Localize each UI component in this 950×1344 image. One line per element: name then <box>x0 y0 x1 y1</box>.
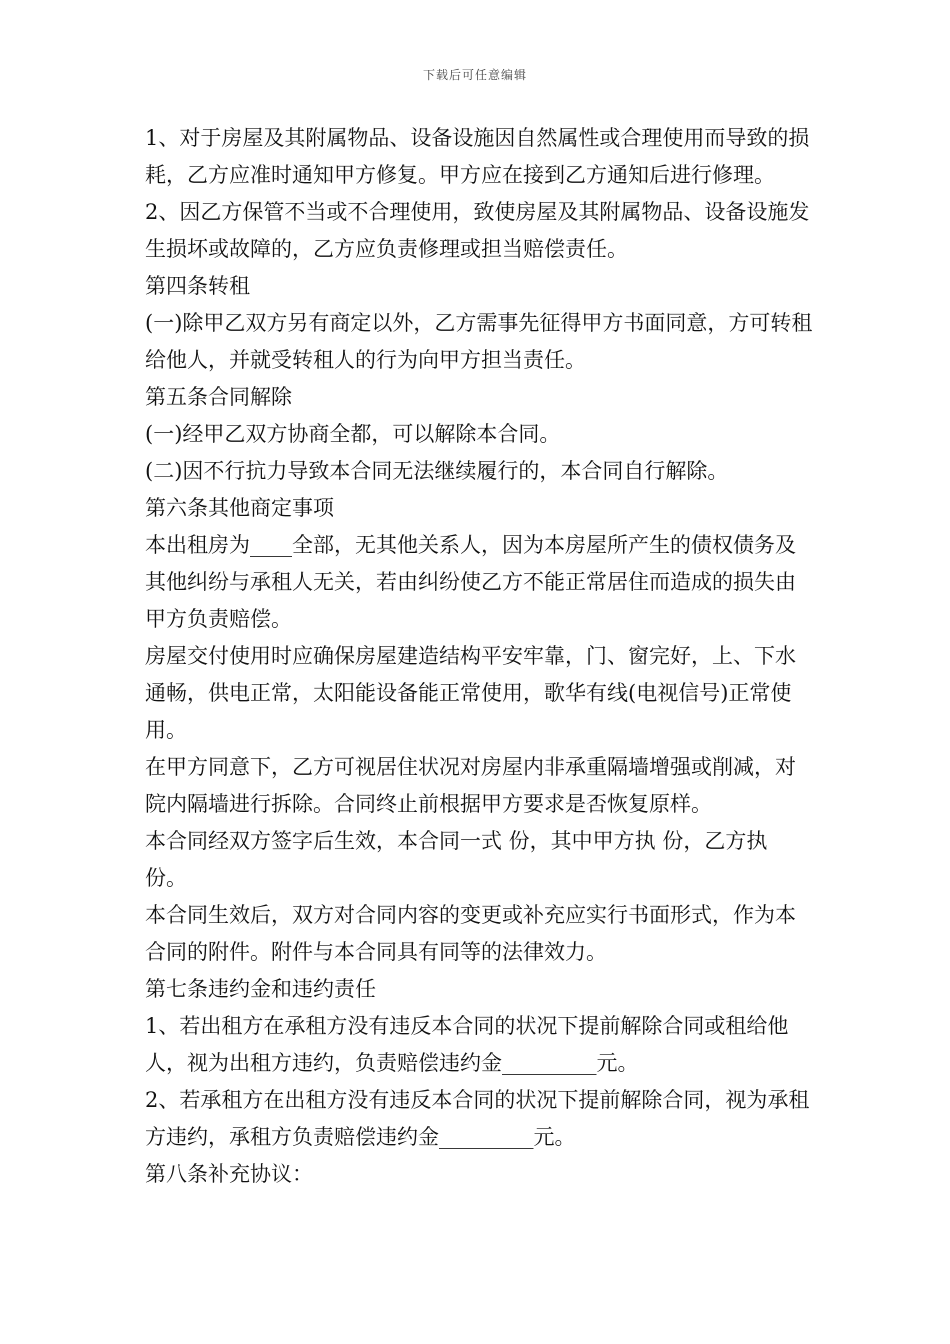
paragraph-other-4: 本合同经双方签字后生效，本合同一式 份，其中甲方执 份，乙方执 份。 <box>145 829 775 890</box>
section-heading-8: 第八条补充协议： <box>145 1162 313 1186</box>
paragraph-other-2: 房屋交付使用时应确保房屋建造结构平安牢靠，门、窗完好，上、下水通畅，供电正常，太阳能设备能正常使用，歌华有线(电视信号)正常使用。 <box>145 644 796 742</box>
paragraph-repair-1: 1、对于房屋及其附属物品、设备设施因自然属性或合理使用而导致的损耗，乙方应准时通知甲方修复。甲方应在接到乙方通知后进行修理。 <box>145 126 810 187</box>
page-header: 下载后可任意编辑 <box>422 68 527 82</box>
section-heading-4: 第四条转租 <box>145 274 250 298</box>
paragraph-repair-2: 2、因乙方保管不当或不合理使用，致使房屋及其附属物品、设备设施发生损坏或故障的，乙方应负责修理或担当赔偿责任。 <box>145 200 810 261</box>
section-heading-6: 第六条其他商定事项 <box>145 496 334 520</box>
paragraph-other-5: 本合同生效后，双方对合同内容的变更或补充应实行书面形式，作为本合同的附件。附件与本合同具有同等的法律效力。 <box>145 903 796 964</box>
paragraph-termination-1: (一)经甲乙双方协商全都，可以解除本合同。 <box>145 422 561 446</box>
document-body <box>145 120 815 1193</box>
paragraph-penalty-2: 2、若承租方在出租方没有违反本合同的状况下提前解除合同，视为承租方违约，承租方负责赔偿违约金_________元。 <box>145 1088 810 1149</box>
paragraph-penalty-1: 1、若出租方在承租方没有违反本合同的状况下提前解除合同或租给他人，视为出租方违约，负责赔偿违约金_________元。 <box>145 1014 789 1075</box>
section-heading-7: 第七条违约金和违约责任 <box>145 977 376 1001</box>
paragraph-termination-2: (二)因不行抗力导致本合同无法继续履行的，本合同自行解除。 <box>145 459 729 483</box>
paragraph-other-1: 本出租房为____全部，无其他关系人，因为本房屋所产生的债权债务及其他纠纷与承租人无关，若由纠纷使乙方不能正常居住而造成的损失由甲方负责赔偿。 <box>145 533 796 631</box>
paragraph-other-3: 在甲方同意下，乙方可视居住状况对房屋内非承重隔墙增强或削减，对院内隔墙进行拆除。合同终止前根据甲方要求是否恢复原样。 <box>145 755 796 816</box>
section-heading-5: 第五条合同解除 <box>145 385 292 409</box>
paragraph-sublet-1: (一)除甲乙双方另有商定以外，乙方需事先征得甲方书面同意，方可转租给他人，并就受转租人的行为向甲方担当责任。 <box>145 311 813 372</box>
